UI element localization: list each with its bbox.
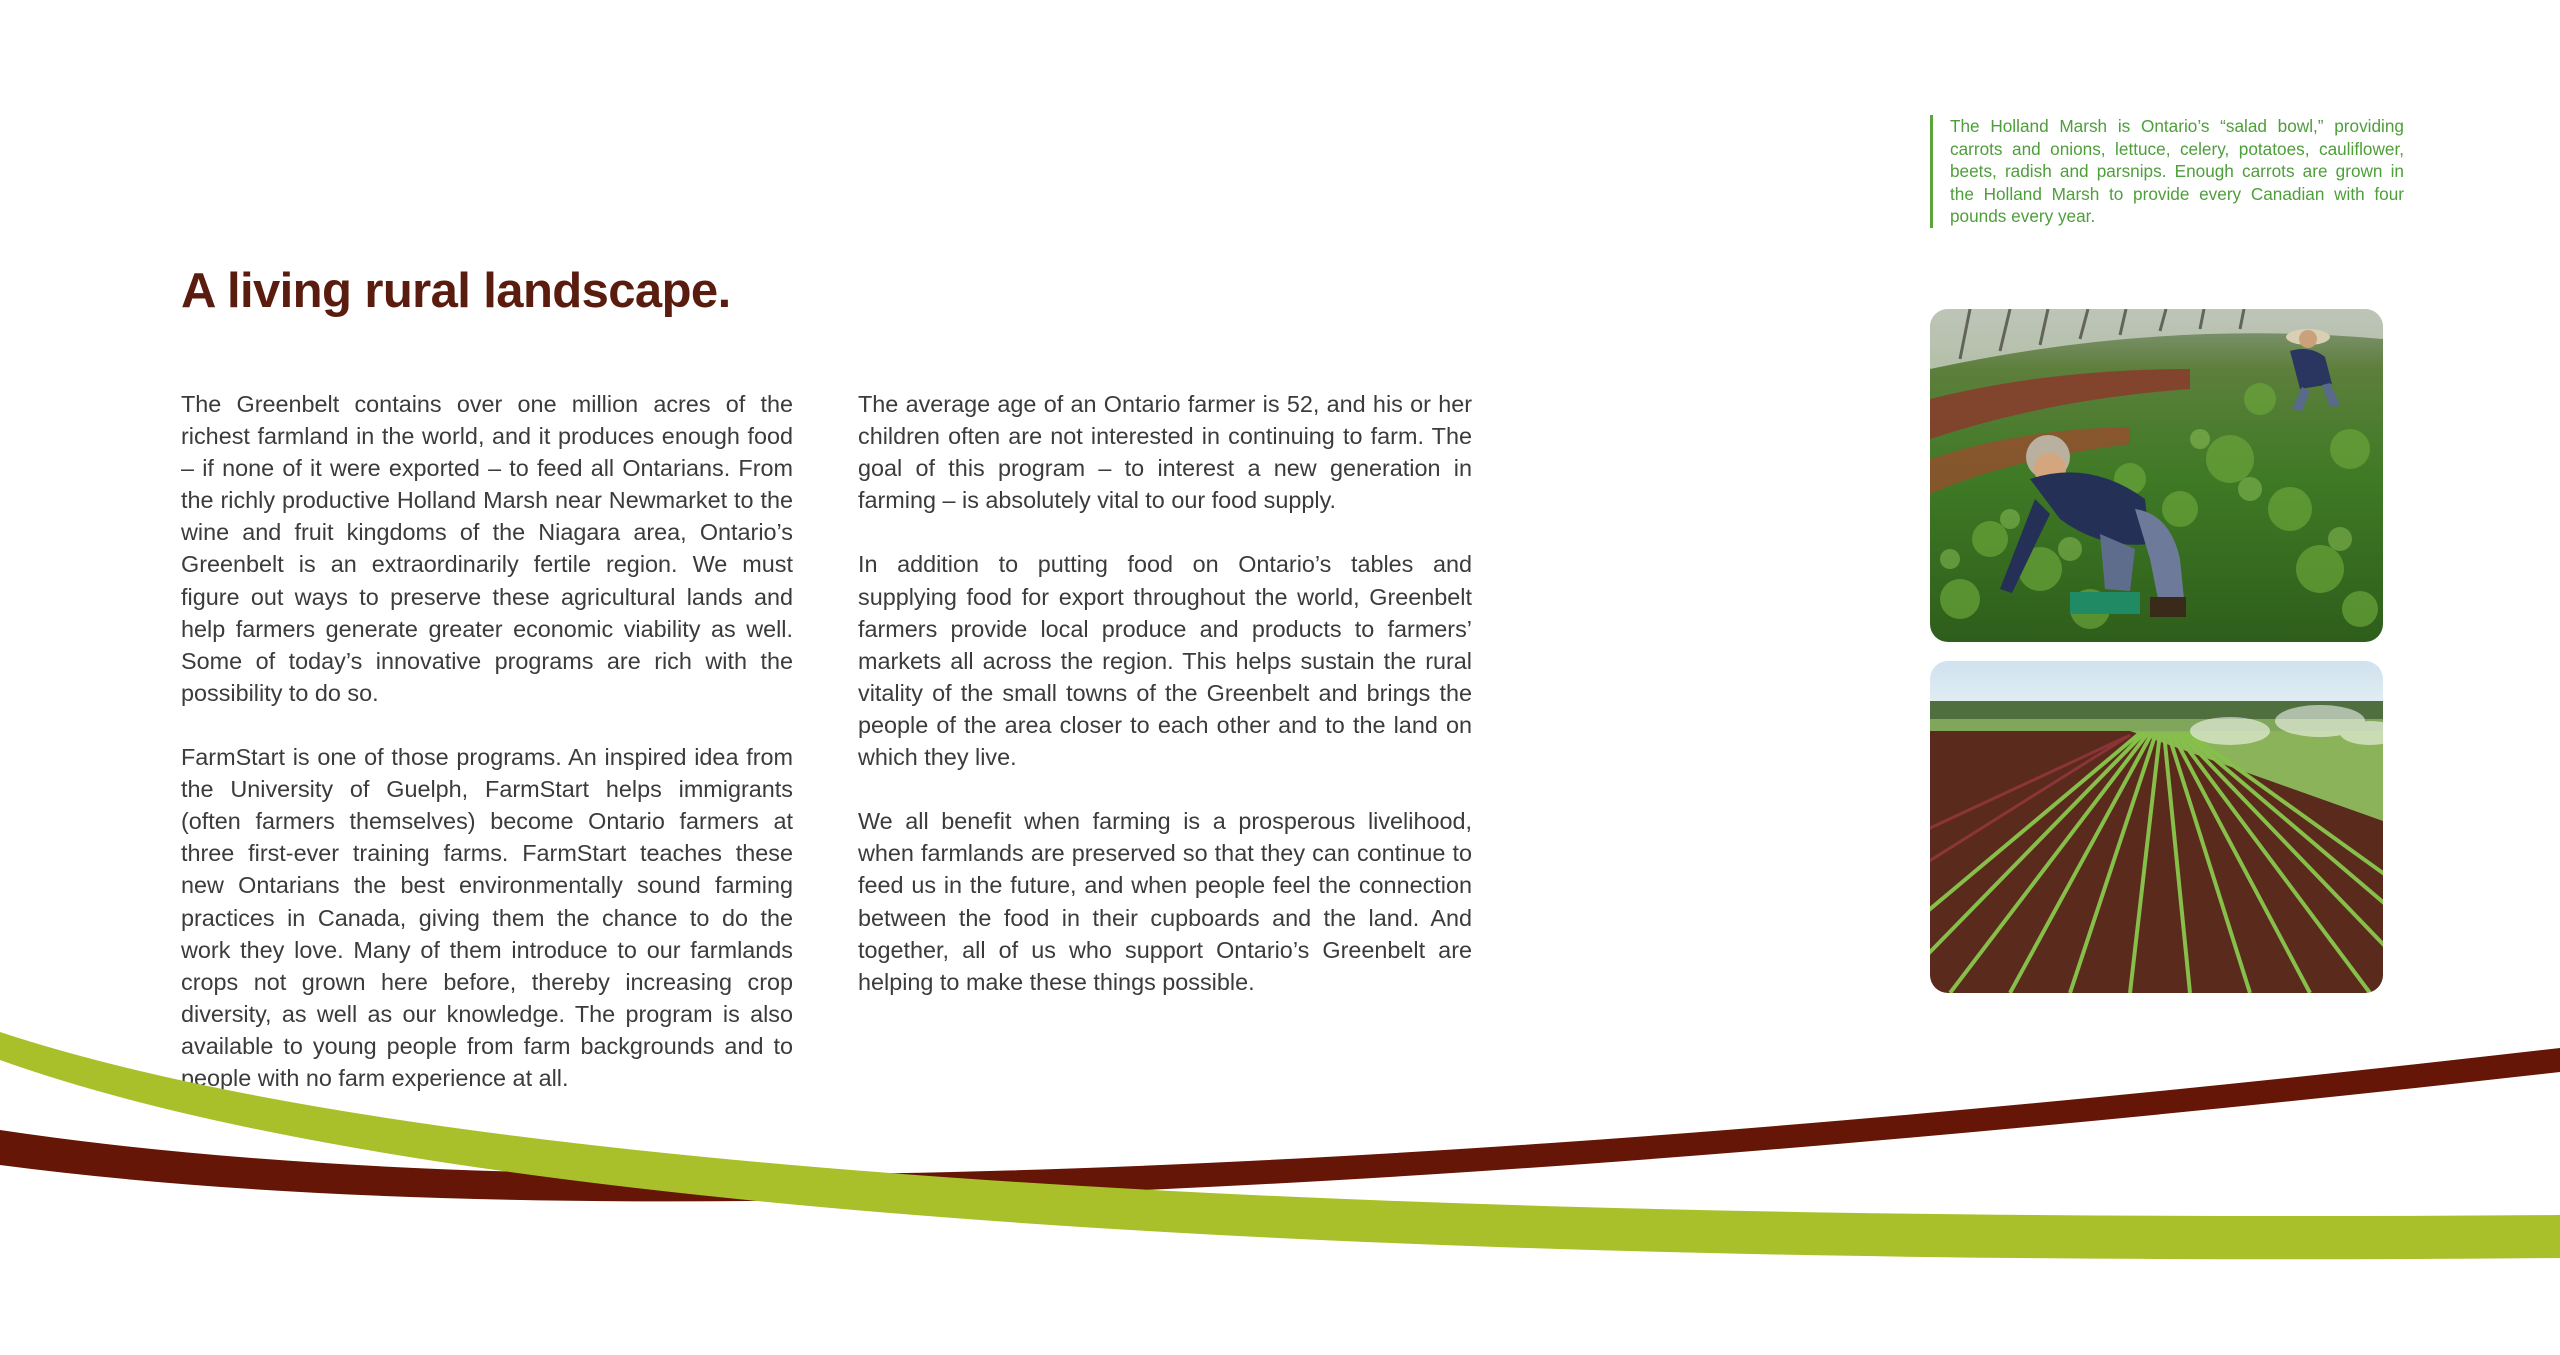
decorative-swoosh-graphic <box>0 1000 2560 1355</box>
sidebar-quote <box>1930 115 2404 228</box>
crop-rows-illustration <box>1930 661 2383 993</box>
right-paragraph-3: We all benefit when farming is a prosperous livelihood, when farmlands are preserved so that they can continue to feed us in the future, and when people feel the connection between the food in their cupboards and the land. And together, all of us who support Ontario’s Greenbelt are helping to make these things possible. <box>858 808 1472 995</box>
page-headline: A living rural landscape. <box>181 264 731 318</box>
crop-rows-photo <box>1930 661 2383 993</box>
left-paragraph-2: FarmStart is one of those programs. An inspired idea from the University of Guelph, FarmStart helps immigrants (often farmers themselves) become Ontario farmers at three first-ever training farms. FarmStart teaches these new Ontarians the best environmentally sound farming practices in Canada, giving them the chance to do the work they love. Many of them introduce to our farmlands crops not grown here before, thereby increasing crop diversity, as well as our knowledge. The program is also available to young people from farm backgrounds and to people with no farm experience at all. <box>181 744 793 1091</box>
right-paragraph-2: In addition to putting food on Ontario’s tables and supplying food for export throughout the world, Greenbelt farmers provide local produce and products to farmers’ markets all across the region. This helps sustain the rural vitality of the small towns of the Greenbelt and brings the people of the area closer to each other and to the land on which they live. <box>858 551 1472 771</box>
left-paragraph-1: The Greenbelt contains over one million acres of the richest farmland in the world, and it produces enough food – if none of it were exported – to feed all Ontarians. From the richly productive Holland Marsh near Newmarket to the wine and fruit kingdoms of the Niagara area, Ontario’s Greenbelt is an extraordinarily fertile region. We must figure out ways to preserve these agricultural lands and help farmers generate greater economic viability as well. Some of today’s innovative programs are rich with the possibility to do so. <box>181 391 793 706</box>
right-paragraph-1: The average age of an Ontario farmer is 52, and his or her children often are not interested in continuing to farm. The goal of this program – to interest a new generation in farming – is absolutely vital to our food supply. <box>858 391 1472 514</box>
farmer-harvesting-photo <box>1930 309 2383 642</box>
green-swoosh <box>0 1032 2560 1259</box>
right-text-column <box>858 388 1472 1030</box>
sidebar-quote-text: The Holland Marsh is Ontario’s “salad bowl,” providing carrots and onions, lettuce, celery, potatoes, cauliflower, beets, radish and parsnips. Enough carrots are grown in the Holland Marsh to provide every Canadian with four pounds every year. <box>1950 116 2404 226</box>
farmer-harvesting-illustration <box>1930 309 2383 642</box>
